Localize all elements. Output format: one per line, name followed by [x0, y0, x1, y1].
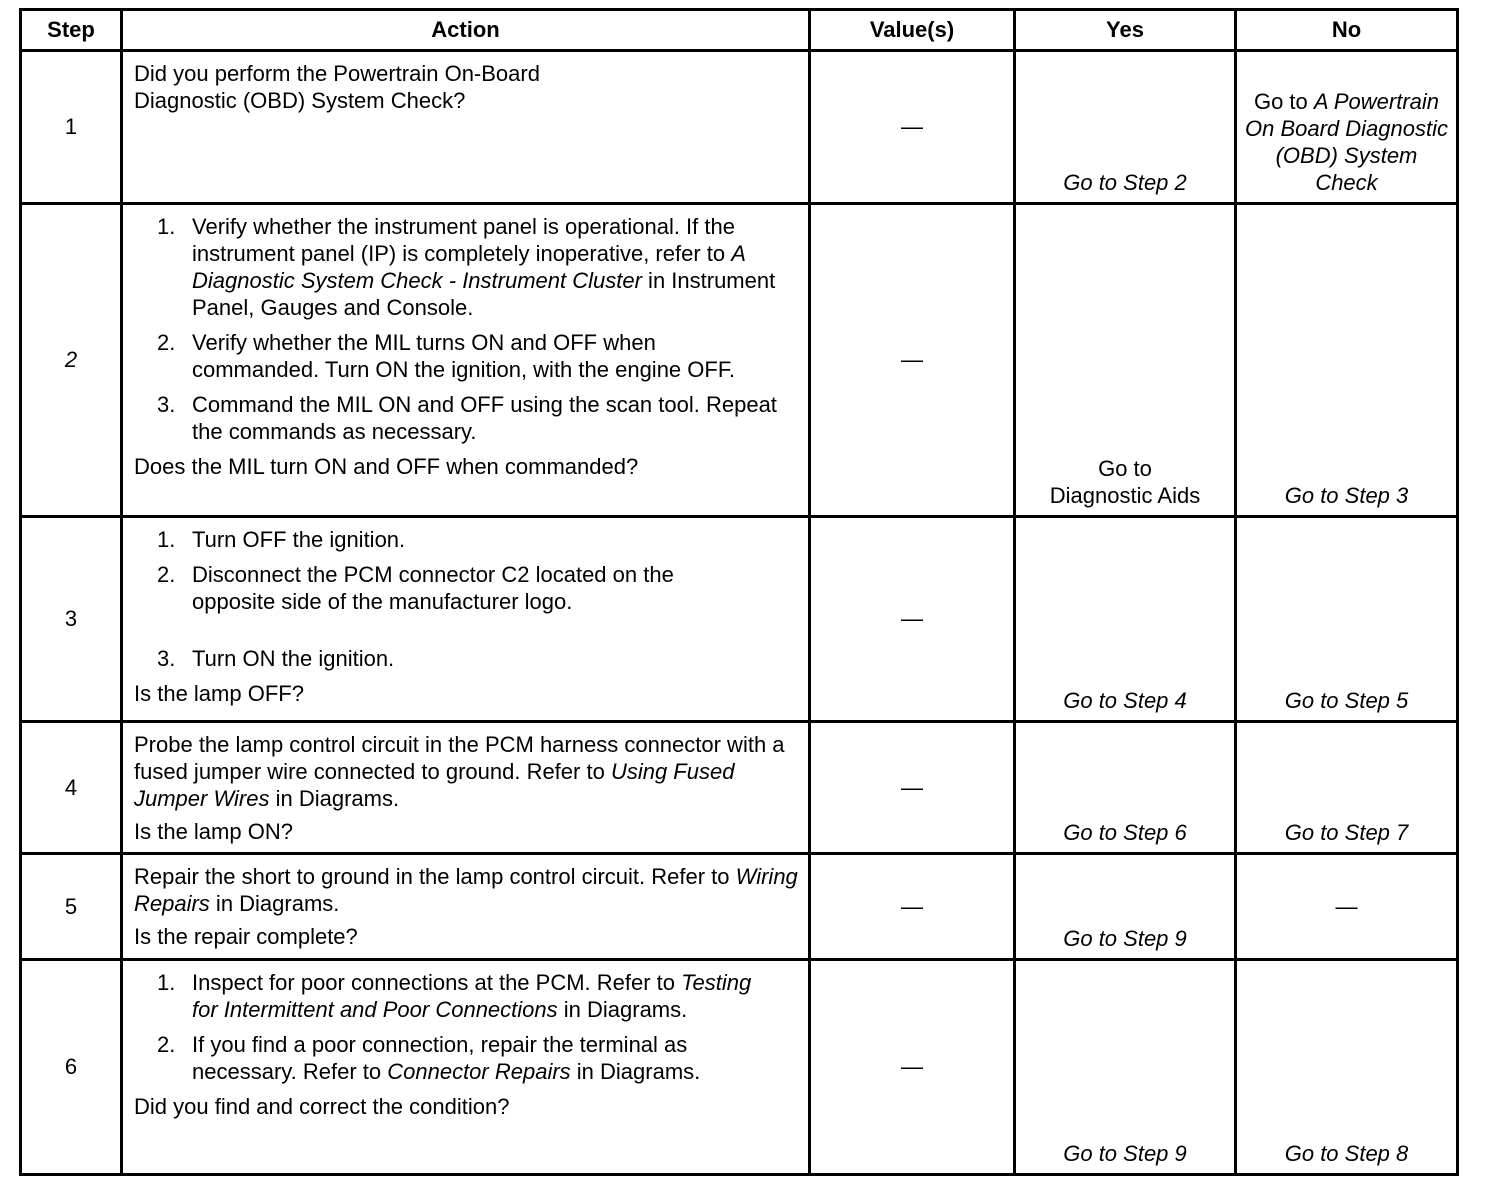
list-item [157, 645, 798, 672]
action-ref: Wiring Repairs [134, 864, 798, 916]
no-cell: Go to Step 5 [1236, 517, 1458, 722]
no-cell: Go to Step 3 [1236, 204, 1458, 517]
action-list [134, 213, 798, 445]
table-row [21, 51, 1458, 204]
list-text: Verify whether the MIL turns ON and OFF when commanded. Turn ON the ignition, with the engine OFF. [192, 330, 735, 382]
action-question: Did you perform the Powertrain On-Board Diagnostic (OBD) System Check? [134, 61, 540, 113]
value-cell: — [810, 204, 1015, 517]
yes-line-2: Diagnostic Aids [1049, 483, 1201, 508]
no-cell: Go to Step 8 [1236, 960, 1458, 1175]
action-cell [122, 854, 810, 960]
list-text: Disconnect the PCM connector C2 located on the opposite side of the manufacturer logo. [192, 562, 674, 614]
list-text: Turn ON the ignition. [192, 646, 395, 671]
list-text-tail: in Diagrams. [557, 997, 688, 1022]
table-row [21, 854, 1458, 960]
header-row [21, 10, 1458, 51]
list-text: Inspect for poor connections at the PCM. Refer to [192, 970, 682, 995]
action-text-tail: in Diagrams. [209, 891, 340, 916]
action-cell [122, 204, 810, 517]
list-text: If you find a poor connection, repair the terminal as necessary. Refer to [192, 1032, 688, 1084]
action-question: Did you find and correct the condition? [134, 1094, 510, 1119]
yes-line-1: Go to [1098, 456, 1152, 481]
step-number: 6 [21, 960, 122, 1175]
no-link: A Powertrain On Board Diagnostic (OBD) System Check [1245, 89, 1448, 195]
list-number: 2. [157, 330, 176, 355]
action-cell [122, 722, 810, 854]
value-cell: — [810, 517, 1015, 722]
step-number: 1 [21, 51, 122, 204]
action-cell [122, 960, 810, 1175]
value-cell: — [810, 722, 1015, 854]
yes-cell: Go to Step 9 [1015, 960, 1236, 1175]
step-number: 5 [21, 854, 122, 960]
action-question: Is the lamp OFF? [134, 681, 304, 706]
list-number: 1. [157, 970, 176, 995]
list-number: 3. [157, 646, 176, 671]
table-row [21, 960, 1458, 1175]
table-row [21, 517, 1458, 722]
no-cell: Go to Step 7 [1236, 722, 1458, 854]
list-item [157, 526, 798, 553]
no-cell: — [1236, 854, 1458, 960]
action-list [134, 969, 798, 1085]
list-text: Verify whether the instrument panel is operational. If the instrument panel (IP) is completely inoperative, refer to [192, 214, 735, 266]
no-cell [1236, 51, 1458, 204]
list-item [157, 391, 798, 445]
action-text-tail: in Diagrams. [269, 786, 400, 811]
action-cell [122, 51, 810, 204]
action-question: Does the MIL turn ON and OFF when commanded? [134, 454, 639, 479]
list-number: 1. [157, 527, 176, 552]
list-number: 3. [157, 392, 176, 417]
list-number: 1. [157, 214, 176, 239]
step-number: 4 [21, 722, 122, 854]
list-ref: Testing for Intermittent and Poor Connections [192, 970, 752, 1022]
list-text-tail: in Diagrams. [570, 1059, 701, 1084]
table-row [21, 204, 1458, 517]
list-ref: A Diagnostic System Check - Instrument Cluster [192, 241, 746, 293]
no-prefix: Go to [1253, 89, 1308, 114]
header-yes: Yes [1015, 10, 1236, 51]
action-ref: Using Fused Jumper Wires [134, 759, 735, 811]
header-no: No [1236, 10, 1458, 51]
action-question: Is the lamp ON? [134, 819, 293, 844]
yes-cell: Go to Step 4 [1015, 517, 1236, 722]
list-text-tail: in Instrument Panel, Gauges and Console. [192, 268, 776, 320]
action-cell [122, 517, 810, 722]
diagnostic-table [19, 8, 1459, 1176]
value-cell: — [810, 854, 1015, 960]
list-item [157, 969, 798, 1023]
step-number: 2 [21, 204, 122, 517]
header-step: Step [21, 10, 122, 51]
step-number: 3 [21, 517, 122, 722]
list-item [157, 213, 798, 321]
action-text-lead: Probe the lamp control circuit in the PCM harness connector with a fused jumper wire connected to ground. Refer to [134, 732, 785, 784]
list-number: 2. [157, 562, 176, 587]
value-cell: — [810, 51, 1015, 204]
value-cell: — [810, 960, 1015, 1175]
list-item [157, 561, 798, 615]
yes-cell: Go to Step 6 [1015, 722, 1236, 854]
header-action: Action [122, 10, 810, 51]
list-item [157, 1031, 798, 1085]
yes-cell [1015, 204, 1236, 517]
table-row [21, 722, 1458, 854]
action-text-lead: Repair the short to ground in the lamp control circuit. Refer to [134, 864, 736, 889]
list-text: Turn OFF the ignition. [192, 527, 406, 552]
header-values: Value(s) [810, 10, 1015, 51]
list-number: 2. [157, 1032, 176, 1057]
action-question: Is the repair complete? [134, 924, 358, 949]
action-text [134, 863, 798, 917]
list-item [157, 329, 798, 383]
action-text [134, 731, 798, 812]
yes-cell: Go to Step 9 [1015, 854, 1236, 960]
action-list [134, 526, 798, 672]
list-ref: Connector Repairs [387, 1059, 571, 1084]
yes-cell: Go to Step 2 [1015, 51, 1236, 204]
list-text: Command the MIL ON and OFF using the scan tool. Repeat the commands as necessary. [192, 392, 777, 444]
